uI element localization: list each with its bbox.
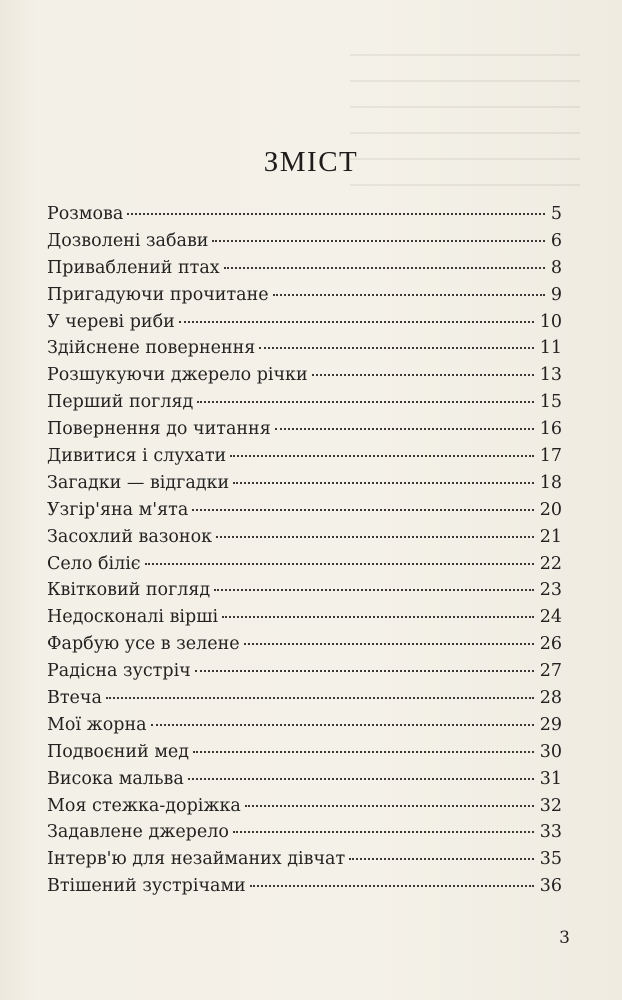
toc-entry-title: Інтерв'ю для незайманих дівчат	[47, 849, 346, 870]
toc-entry-page-number: 31	[539, 768, 562, 789]
toc-entry	[47, 846, 562, 873]
toc-entry	[47, 282, 562, 309]
dot-leader	[312, 374, 534, 376]
dot-leader	[349, 858, 534, 860]
toc-entry	[47, 309, 562, 336]
toc-entry	[47, 255, 562, 282]
toc-entry-page-number: 18	[539, 472, 562, 493]
table-of-contents	[47, 201, 562, 900]
toc-entry-page-number: 10	[539, 311, 562, 332]
toc-entry-title: Висока мальва	[47, 768, 184, 789]
toc-entry	[47, 739, 562, 766]
toc-entry-page-number: 8	[550, 257, 562, 278]
toc-entry-title: Подвоєний мед	[47, 741, 190, 762]
toc-entry	[47, 228, 562, 255]
dot-leader	[127, 213, 545, 215]
dot-leader	[259, 347, 533, 349]
dot-leader	[197, 401, 533, 403]
toc-entry	[47, 389, 562, 416]
dot-leader	[245, 805, 534, 807]
toc-entry-page-number: 23	[539, 580, 562, 601]
dot-leader	[212, 240, 544, 242]
toc-entry-page-number: 20	[539, 499, 562, 520]
toc-entry-title: Мої жорна	[47, 714, 147, 735]
dot-leader	[193, 751, 534, 753]
toc-entry-page-number: 15	[539, 392, 562, 413]
toc-entry	[47, 631, 562, 658]
dot-leader	[179, 321, 534, 323]
toc-entry-title: Квітковий погляд	[47, 580, 211, 601]
dot-leader	[230, 455, 534, 457]
toc-entry-page-number: 27	[539, 661, 562, 682]
dot-leader	[250, 885, 534, 887]
dot-leader	[145, 563, 534, 565]
toc-entry	[47, 658, 562, 685]
dot-leader	[273, 294, 545, 296]
toc-entry-title: Втеча	[47, 688, 102, 709]
toc-entry	[47, 362, 562, 389]
toc-entry-title: Приваблений птах	[47, 257, 220, 278]
page-title: ЗМІСТ	[263, 146, 359, 178]
toc-entry	[47, 497, 562, 524]
toc-entry-title: Засохлий вазонок	[47, 526, 213, 547]
toc-entry-page-number: 13	[539, 365, 562, 386]
toc-entry-page-number: 16	[539, 419, 562, 440]
dot-leader	[224, 267, 545, 269]
toc-entry-page-number: 35	[539, 849, 562, 870]
toc-entry-title: Загадки — відгадки	[47, 472, 230, 493]
toc-entry-page-number: 17	[539, 446, 562, 467]
toc-entry	[47, 443, 562, 470]
toc-entry	[47, 524, 562, 551]
toc-entry-title: Розшукуючи джерело річки	[47, 365, 308, 386]
toc-entry-title: Узгір'яна м'ята	[47, 499, 189, 520]
dot-leader	[151, 724, 534, 726]
toc-entry-title: Перший погляд	[47, 392, 194, 413]
toc-entry	[47, 551, 562, 578]
toc-entry-title: Село біліє	[47, 553, 141, 574]
toc-entry	[47, 873, 562, 900]
dot-leader	[106, 697, 534, 699]
toc-entry	[47, 819, 562, 846]
toc-entry-title: Розмова	[47, 204, 124, 224]
toc-entry-title: Недосконалі вірші	[47, 607, 219, 628]
dot-leader	[188, 778, 534, 780]
toc-entry-page-number: 11	[539, 338, 562, 359]
toc-entry-page-number: 9	[550, 284, 562, 305]
dot-leader	[216, 536, 534, 538]
dot-leader	[233, 831, 534, 833]
toc-entry-page-number: 21	[539, 526, 562, 547]
toc-entry	[47, 577, 562, 604]
toc-entry-page-number: 32	[539, 795, 562, 816]
toc-entry-title: Повернення до читання	[47, 419, 271, 440]
toc-entry-page-number: 6	[550, 230, 562, 251]
toc-entry	[47, 604, 562, 631]
toc-entry	[47, 416, 562, 443]
toc-entry-page-number: 36	[539, 876, 562, 897]
page-number: 3	[559, 928, 570, 948]
toc-entry-page-number: 5	[550, 204, 562, 224]
toc-entry-page-number: 28	[539, 688, 562, 709]
toc-entry-title: Дивитися і слухати	[47, 446, 227, 467]
dot-leader	[214, 589, 534, 591]
dot-leader	[192, 509, 533, 511]
toc-entry-title: Втішений зустрічами	[47, 876, 246, 897]
toc-entry-title: Фарбую усе в зелене	[47, 634, 240, 655]
toc-entry	[47, 712, 562, 739]
toc-entry-page-number: 30	[539, 741, 562, 762]
toc-entry	[47, 470, 562, 497]
dot-leader	[244, 643, 534, 645]
toc-entry-title: Пригадуючи прочитане	[47, 284, 269, 305]
toc-entry	[47, 201, 562, 228]
dot-leader	[275, 428, 534, 430]
dot-leader	[233, 482, 534, 484]
toc-entry-page-number: 26	[539, 634, 562, 655]
dot-leader	[222, 616, 534, 618]
toc-entry-title: Задавлене джерело	[47, 822, 229, 843]
toc-entry-title: Здійснене повернення	[47, 338, 256, 359]
toc-entry-page-number: 29	[539, 714, 562, 735]
dot-leader	[195, 670, 534, 672]
toc-entry-title: У череві риби	[47, 311, 175, 332]
toc-entry	[47, 685, 562, 712]
toc-entry-page-number: 33	[539, 822, 562, 843]
toc-entry-page-number: 22	[539, 553, 562, 574]
toc-entry-title: Радісна зустріч	[47, 661, 191, 682]
toc-entry-title: Дозволені забави	[47, 230, 209, 251]
toc-entry	[47, 766, 562, 793]
toc-entry-title: Моя стежка-доріжка	[47, 795, 241, 816]
toc-entry	[47, 335, 562, 362]
toc-entry	[47, 793, 562, 820]
toc-entry-page-number: 24	[539, 607, 562, 628]
